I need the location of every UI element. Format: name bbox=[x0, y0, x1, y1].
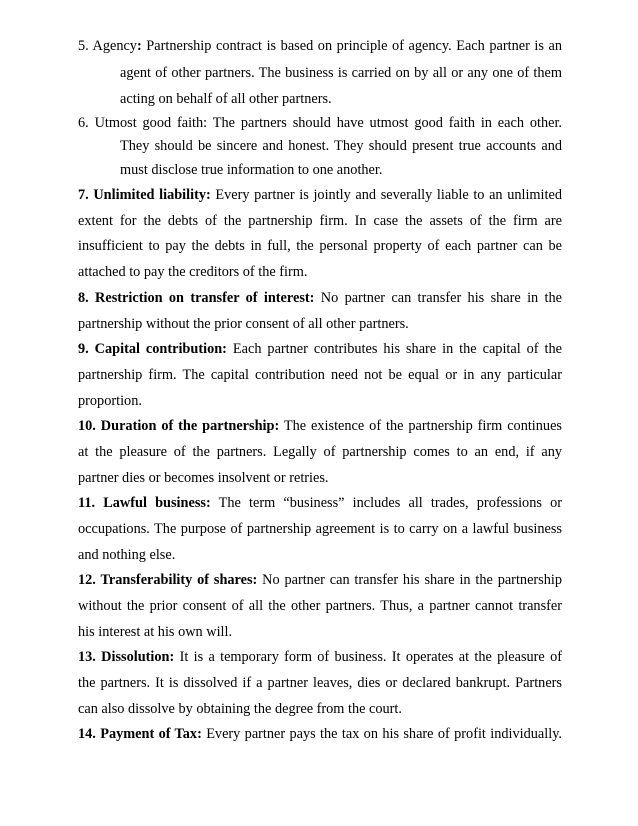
item-14-heading: 14. Payment of Tax: bbox=[78, 726, 202, 742]
item-14-line-1: 14. Payment of Tax: Every partner pays the tax on his share of profit individually. bbox=[78, 726, 562, 742]
item-13-line-3: can also dissolve by obtaining the degree from the court. bbox=[78, 701, 402, 717]
item-13-line-2: the partners. It is dissolved if a partner leaves, dies or declared bankrupt. Partners bbox=[78, 675, 562, 691]
item-9-line-1: 9. Capital contribution: Each partner contributes his share in the capital of the bbox=[78, 341, 562, 357]
item-11-line-3: and nothing else. bbox=[78, 547, 176, 563]
item-10-line-3: partner dies or becomes insolvent or retries. bbox=[78, 470, 329, 486]
item-8-line-2: partnership without the prior consent of all other partners. bbox=[78, 316, 409, 332]
item-10-line-1: 10. Duration of the partnership: The existence of the partnership firm continues bbox=[78, 418, 562, 434]
item-12-line-3: his interest at his own will. bbox=[78, 624, 233, 640]
item-5-text: Partnership contract is based on principle of agency. Each partner is an bbox=[141, 38, 562, 54]
item-7-line-1: 7. Unlimited liability: Every partner is jointly and severally liable to an unlimited bbox=[78, 187, 562, 203]
item-7-line-3: insufficient to pay the debts in full, the personal property of each partner can be bbox=[78, 238, 562, 254]
item-11-line-2: occupations. The purpose of partnership agreement is to carry on a lawful business bbox=[78, 521, 562, 537]
item-11-line-1: 11. Lawful business: The term “business” includes all trades, professions or bbox=[78, 495, 562, 511]
item-6-line-1: 6. Utmost good faith: The partners should have utmost good faith in each other. bbox=[78, 115, 562, 131]
item-11-heading: 11. Lawful business: bbox=[78, 495, 211, 511]
item-5-line-1 bbox=[78, 36, 562, 56]
item-10-heading: 10. Duration of the partnership: bbox=[78, 418, 280, 434]
item-8-heading: 8. Restriction on transfer of interest: bbox=[78, 290, 315, 306]
item-12-heading: 12. Transferability of shares: bbox=[78, 572, 258, 588]
item-9-heading: 9. Capital contribution: bbox=[78, 341, 227, 357]
item-5-title: 5. Agency bbox=[78, 38, 137, 54]
item-12-line-2: without the prior consent of all the other partners. Thus, a partner cannot transfer bbox=[78, 598, 562, 614]
item-6-line-2: They should be sincere and honest. They should present true accounts and bbox=[120, 138, 562, 154]
item-12-line-1: 12. Transferability of shares: No partner can transfer his share in the partnership bbox=[78, 572, 562, 588]
item-5-line-2: agent of other partners. The business is carried on by all or any one of them bbox=[120, 65, 562, 81]
item-10-line-2: at the pleasure of the partners. Legally of partnership comes to an end, if any bbox=[78, 444, 562, 460]
item-6-line-3: must disclose true information to one another. bbox=[120, 162, 383, 178]
item-5-line-3: acting on behalf of all other partners. bbox=[120, 91, 332, 107]
item-7-line-4: attached to pay the creditors of the firm. bbox=[78, 264, 308, 280]
item-7-heading: 7. Unlimited liability: bbox=[78, 187, 211, 203]
item-7-line-2: extent for the debts of the partnership firm. In case the assets of the firm are bbox=[78, 213, 562, 229]
item-9-line-2: partnership firm. The capital contribution need not be equal or in any particular bbox=[78, 367, 562, 383]
item-13-line-1: 13. Dissolution: It is a temporary form of business. It operates at the pleasure of bbox=[78, 649, 562, 665]
item-13-heading: 13. Dissolution: bbox=[78, 649, 175, 665]
item-5-colon: : bbox=[136, 38, 142, 54]
item-9-line-3: proportion. bbox=[78, 393, 142, 409]
item-8-line-1: 8. Restriction on transfer of interest: No partner can transfer his share in the bbox=[78, 290, 562, 306]
